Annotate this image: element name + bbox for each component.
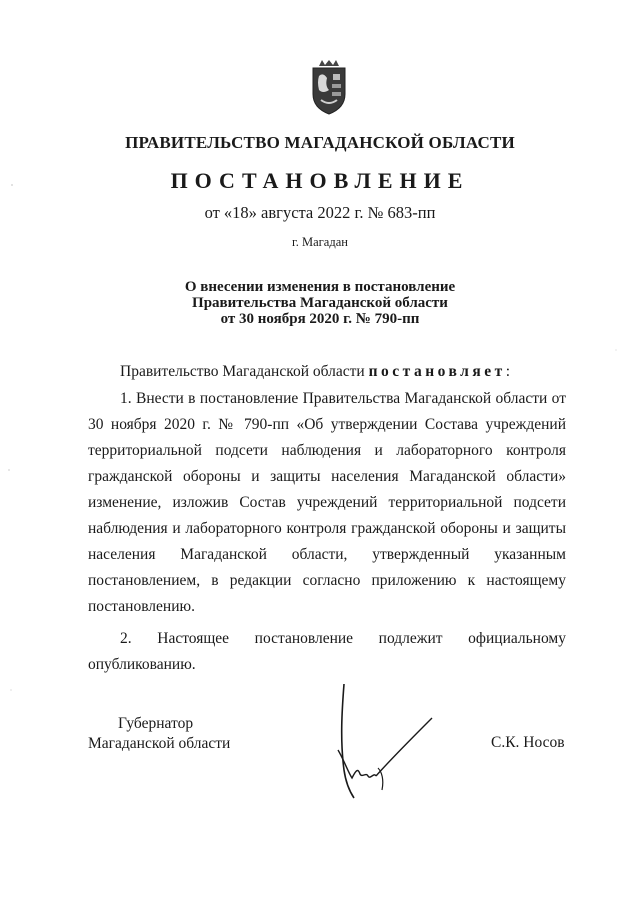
paragraph-line: гражданской обороны и защиты населения Магаданской области»: [88, 468, 566, 485]
paragraph-line: 1. Внести в постановление Правительства Магаданской области от: [120, 390, 566, 407]
signatory-name: С.К. Носов: [491, 734, 565, 751]
preamble: [88, 359, 598, 385]
signatory-region: Магаданской области: [88, 735, 231, 752]
preamble-verb: постановляет: [368, 363, 506, 380]
paragraph-line: постановлению.: [88, 598, 195, 615]
subject-line: О внесении изменения в постановление: [184, 279, 456, 295]
paragraph-1: [88, 386, 566, 620]
signatory-position: [88, 714, 230, 754]
paragraph-line: постановлением, в редакции согласно приложению к настоящему: [88, 572, 566, 589]
paragraph-2: [88, 626, 566, 678]
document-type-title: ПОСТАНОВЛЕНИЕ: [170, 168, 470, 193]
signatory-title: Губернатор: [118, 715, 194, 732]
paragraph-line: 30 ноября 2020 г. № 790-пп «Об утверждении Состава учреждений: [88, 416, 566, 433]
subject-line: Правительства Магаданской области: [192, 295, 448, 311]
paragraph-line: опубликованию.: [88, 656, 196, 673]
paragraph-line: территориальной подсети наблюдения и лабораторного контроля: [88, 442, 566, 459]
paragraph-line: наблюдения и лабораторного контроля гражданской обороны и защиты: [88, 520, 566, 537]
document-city: г. Магадан: [292, 235, 348, 249]
government-name: ПРАВИТЕЛЬСТВО МАГАДАНСКОЙ ОБЛАСТИ: [125, 133, 515, 152]
preamble-colon: :: [505, 363, 511, 380]
coat-of-arms-emblem: [307, 60, 351, 116]
paragraph-line: 2. Настоящее постановление подлежит официальному: [120, 630, 566, 647]
document-subject: [0, 279, 640, 327]
paragraph-line: населения Магаданской области, утвержденный указанным: [88, 546, 566, 563]
preamble-prefix: Правительство Магаданской области: [120, 363, 365, 380]
document-date-number: от «18» августа 2022 г. № 683-пп: [204, 203, 436, 222]
handwritten-signature: [330, 680, 440, 805]
paragraph-line: изменение, изложив Состав учреждений территориальной подсети: [88, 494, 566, 511]
subject-line: от 30 ноября 2020 г. № 790-пп: [220, 311, 420, 327]
